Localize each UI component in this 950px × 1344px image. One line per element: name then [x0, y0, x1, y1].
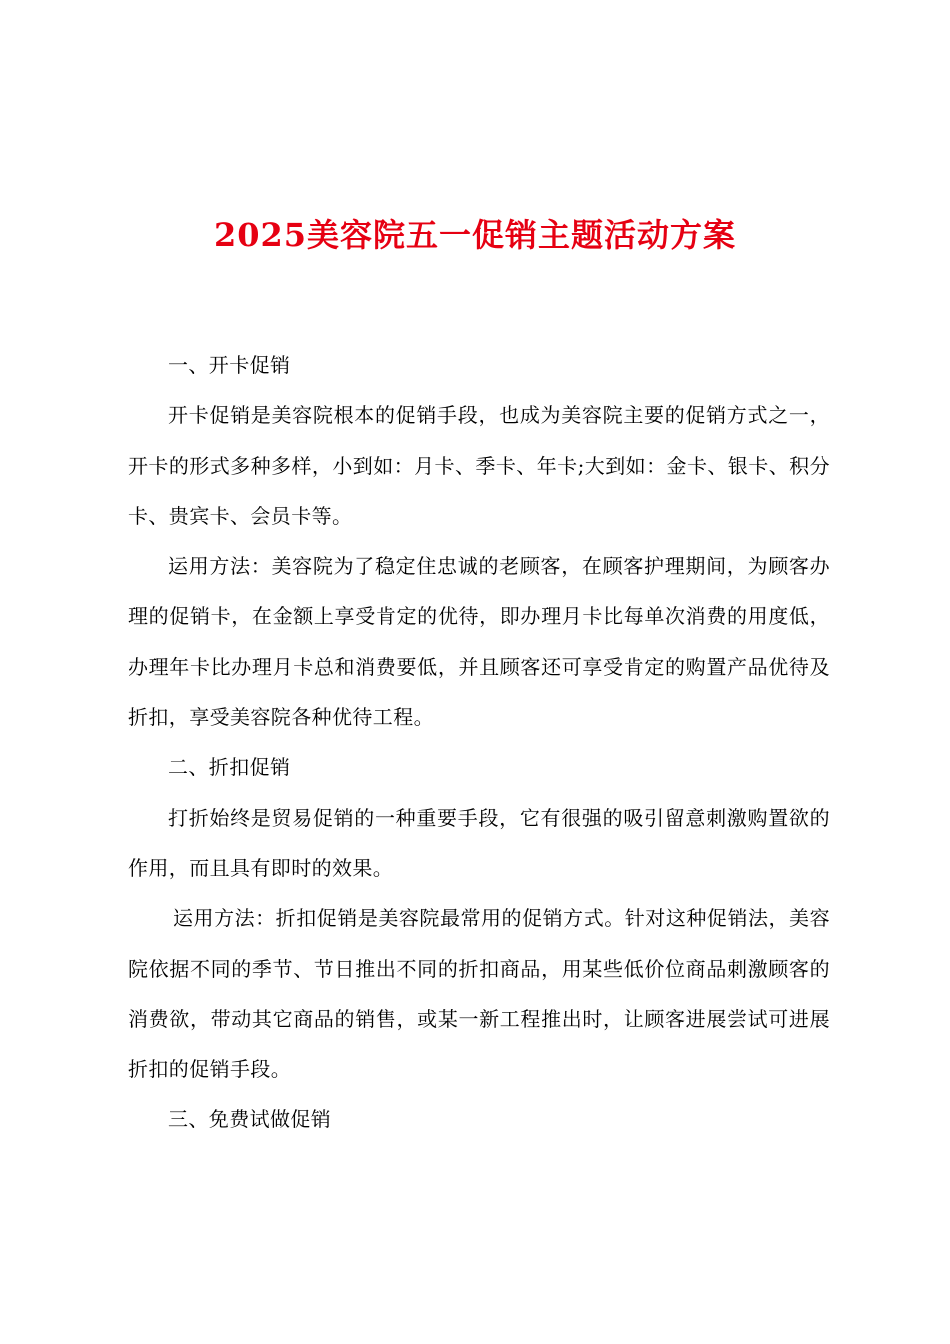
paragraph-open-card-method: 运用方法：美容院为了稳定住忠诚的老顾客，在顾客护理期间，为顾客办理的促销卡，在金额上享受肯定的优待，即办理月卡比每单次消费的用度低，办理年卡比办理月卡总和消费要低，并且顾客还可享受肯定的购置产品优待及折扣，享受美容院各种优待工程。	[128, 554, 830, 730]
document-body	[128, 340, 830, 1145]
paragraph-open-card-intro: 开卡促销是美容院根本的促销手段，也成为美容院主要的促销方式之一，开卡的形式多种多样，小到如：月卡、季卡、年卡;大到如：金卡、银卡、积分卡、贵宾卡、会员卡等。	[128, 403, 830, 528]
section-heading-discount: 二、折扣促销	[168, 755, 291, 780]
paragraph-discount-intro: 打折始终是贸易促销的一种重要手段，它有很强的吸引留意刺激购置欲的作用，而且具有即时的效果。	[128, 805, 830, 880]
document-title: 2025美容院五一促销主题活动方案	[213, 216, 737, 254]
section-heading-free-trial: 三、免费试做促销	[168, 1107, 332, 1132]
paragraph-discount-method: 运用方法：折扣促销是美容院最常用的促销方式。针对这种促销法，美容院依据不同的季节、节日推出不同的折扣商品，用某些低价位商品刺激顾客的消费欲，带动其它商品的销售，或某一新工程推出时，让顾客进展尝试可进展折扣的促销手段。	[128, 906, 830, 1082]
section-heading-open-card: 一、开卡促销	[168, 353, 291, 377]
